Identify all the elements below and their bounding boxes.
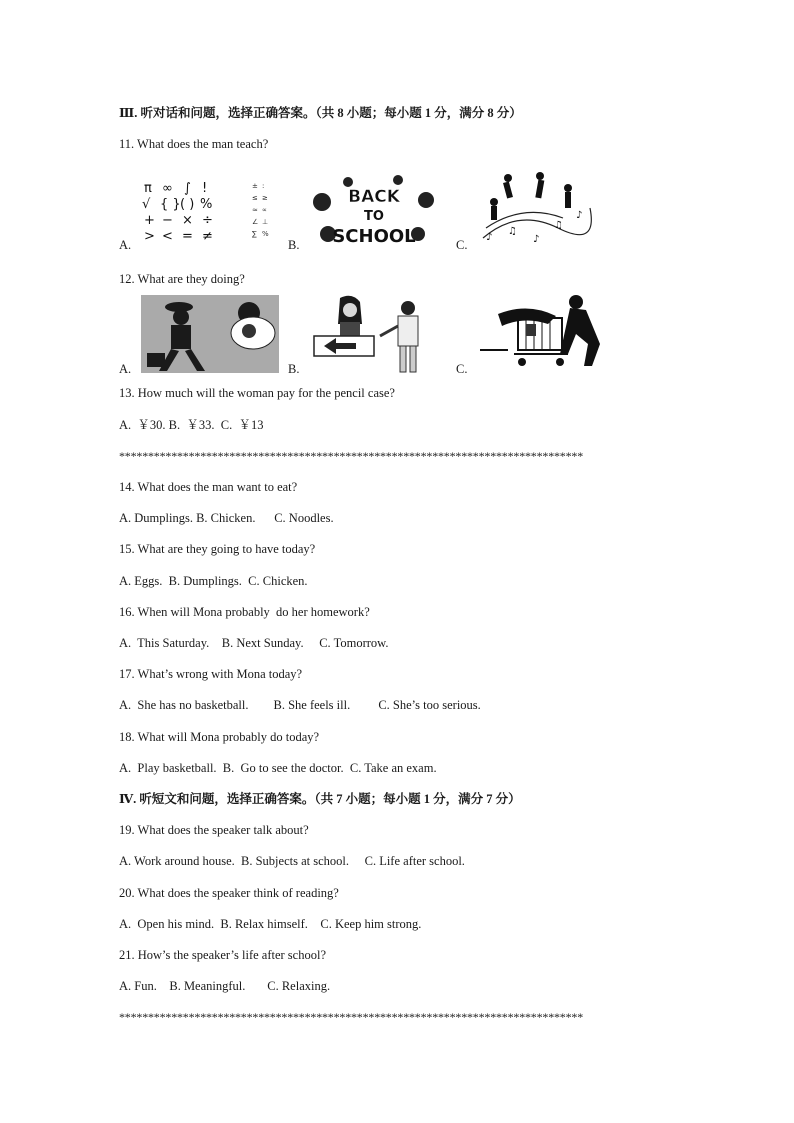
svg-text:{ }: { } (160, 197, 181, 212)
answer-16: A. This Saturday. B. Next Sunday. C. Tomorrow. (119, 636, 389, 650)
svg-text:SCHOOL: SCHOOL (332, 226, 416, 247)
shopping-cart-picture (478, 294, 608, 370)
svg-text:×: × (182, 213, 193, 228)
question-15: 15. What are they going to have today? (119, 542, 316, 556)
svg-text:≥: ≥ (262, 194, 268, 202)
section-3-heading: Ⅲ. 听对话和问题，选择正确答案。（共 8 小题；每小题 1 分，满分 8 分） (119, 106, 522, 120)
svg-text:∫: ∫ (184, 181, 191, 196)
dancing-figures-picture (478, 168, 593, 248)
question-17: 17. What’s wrong with Mona today? (119, 667, 303, 681)
q12-option-a-label: A. (119, 362, 132, 376)
question-12: 12. What are they doing? (119, 272, 245, 286)
svg-text:♪: ♪ (576, 210, 583, 221)
question-16: 16. When will Mona probably do her homework? (119, 605, 370, 619)
svg-text:( ): ( ) (180, 197, 195, 212)
answer-17: A. She has no basketball. B. She feels ill. C. She’s too serious. (119, 698, 481, 712)
answer-19: A. Work around house. B. Subjects at school. C. Life after school. (119, 854, 465, 868)
answer-14: A. Dumplings. B. Chicken. C. Noodles. (119, 511, 334, 525)
svg-text:√: √ (142, 197, 151, 212)
svg-text:∠: ∠ (252, 218, 259, 226)
separator-stars-1: ******************************************************************************** (119, 449, 584, 463)
svg-text:%: % (200, 197, 213, 212)
svg-text:♪: ♪ (533, 234, 540, 245)
svg-text:%: % (262, 230, 269, 238)
back-to-school-picture (308, 172, 440, 250)
question-18: 18. What will Mona probably do today? (119, 730, 320, 744)
answer-18: A. Play basketball. B. Go to see the doctor. C. Take an exam. (119, 761, 437, 775)
svg-text:!: ! (202, 181, 208, 196)
svg-text:♫: ♫ (508, 226, 517, 237)
svg-text:>: > (144, 229, 155, 244)
man-phone-picture (141, 295, 279, 373)
question-19: 19. What does the speaker talk about? (119, 823, 309, 837)
svg-text:♫: ♫ (554, 220, 563, 231)
svg-text:⊥: ⊥ (262, 218, 269, 226)
q12-option-c-label: C. (456, 362, 468, 376)
question-13: 13. How much will the woman pay for the pencil case? (119, 386, 395, 400)
svg-text:∞: ∞ (162, 181, 173, 196)
svg-text:≤: ≤ (252, 194, 258, 202)
svg-text:=: = (182, 229, 193, 244)
q12-option-b-label: B. (288, 362, 300, 376)
svg-text:±: ± (252, 182, 258, 190)
answer-13: A. ￥30. B. ￥33. C. ￥13 (119, 418, 264, 432)
answer-20: A. Open his mind. B. Relax himself. C. Keep him strong. (119, 917, 422, 931)
svg-text:♪: ♪ (486, 232, 493, 243)
svg-text:≠: ≠ (202, 229, 213, 244)
question-14: 14. What does the man want to eat? (119, 480, 298, 494)
svg-text:TO: TO (364, 209, 384, 224)
svg-text:π: π (144, 181, 152, 196)
svg-text:+: + (144, 213, 155, 228)
question-11: 11. What does the man teach? (119, 137, 269, 151)
pointing-direction-picture (310, 292, 430, 374)
q11-option-b-label: B. (288, 238, 300, 252)
answer-15: A. Eggs. B. Dumplings. C. Chicken. (119, 574, 308, 588)
svg-text:<: < (162, 229, 173, 244)
section-4-heading: Ⅳ. 听短文和问题，选择正确答案。（共 7 小题；每小题 1 分，满分 7 分） (119, 792, 521, 806)
svg-text:∝: ∝ (262, 206, 268, 214)
svg-text:−: − (162, 213, 173, 228)
separator-stars-2: ******************************************************************************** (119, 1010, 584, 1024)
svg-text::: : (262, 182, 265, 190)
math-symbols-picture (140, 178, 275, 248)
question-20: 20. What does the speaker think of reading? (119, 886, 339, 900)
svg-text:≈: ≈ (252, 206, 258, 214)
q11-option-c-label: C. (456, 238, 468, 252)
svg-text:∑: ∑ (252, 230, 257, 238)
answer-21: A. Fun. B. Meaningful. C. Relaxing. (119, 979, 331, 993)
q11-option-a-label: A. (119, 238, 132, 252)
question-21: 21. How’s the speaker’s life after school? (119, 948, 326, 962)
svg-text:÷: ÷ (202, 213, 213, 228)
svg-text:BACK: BACK (348, 187, 400, 207)
